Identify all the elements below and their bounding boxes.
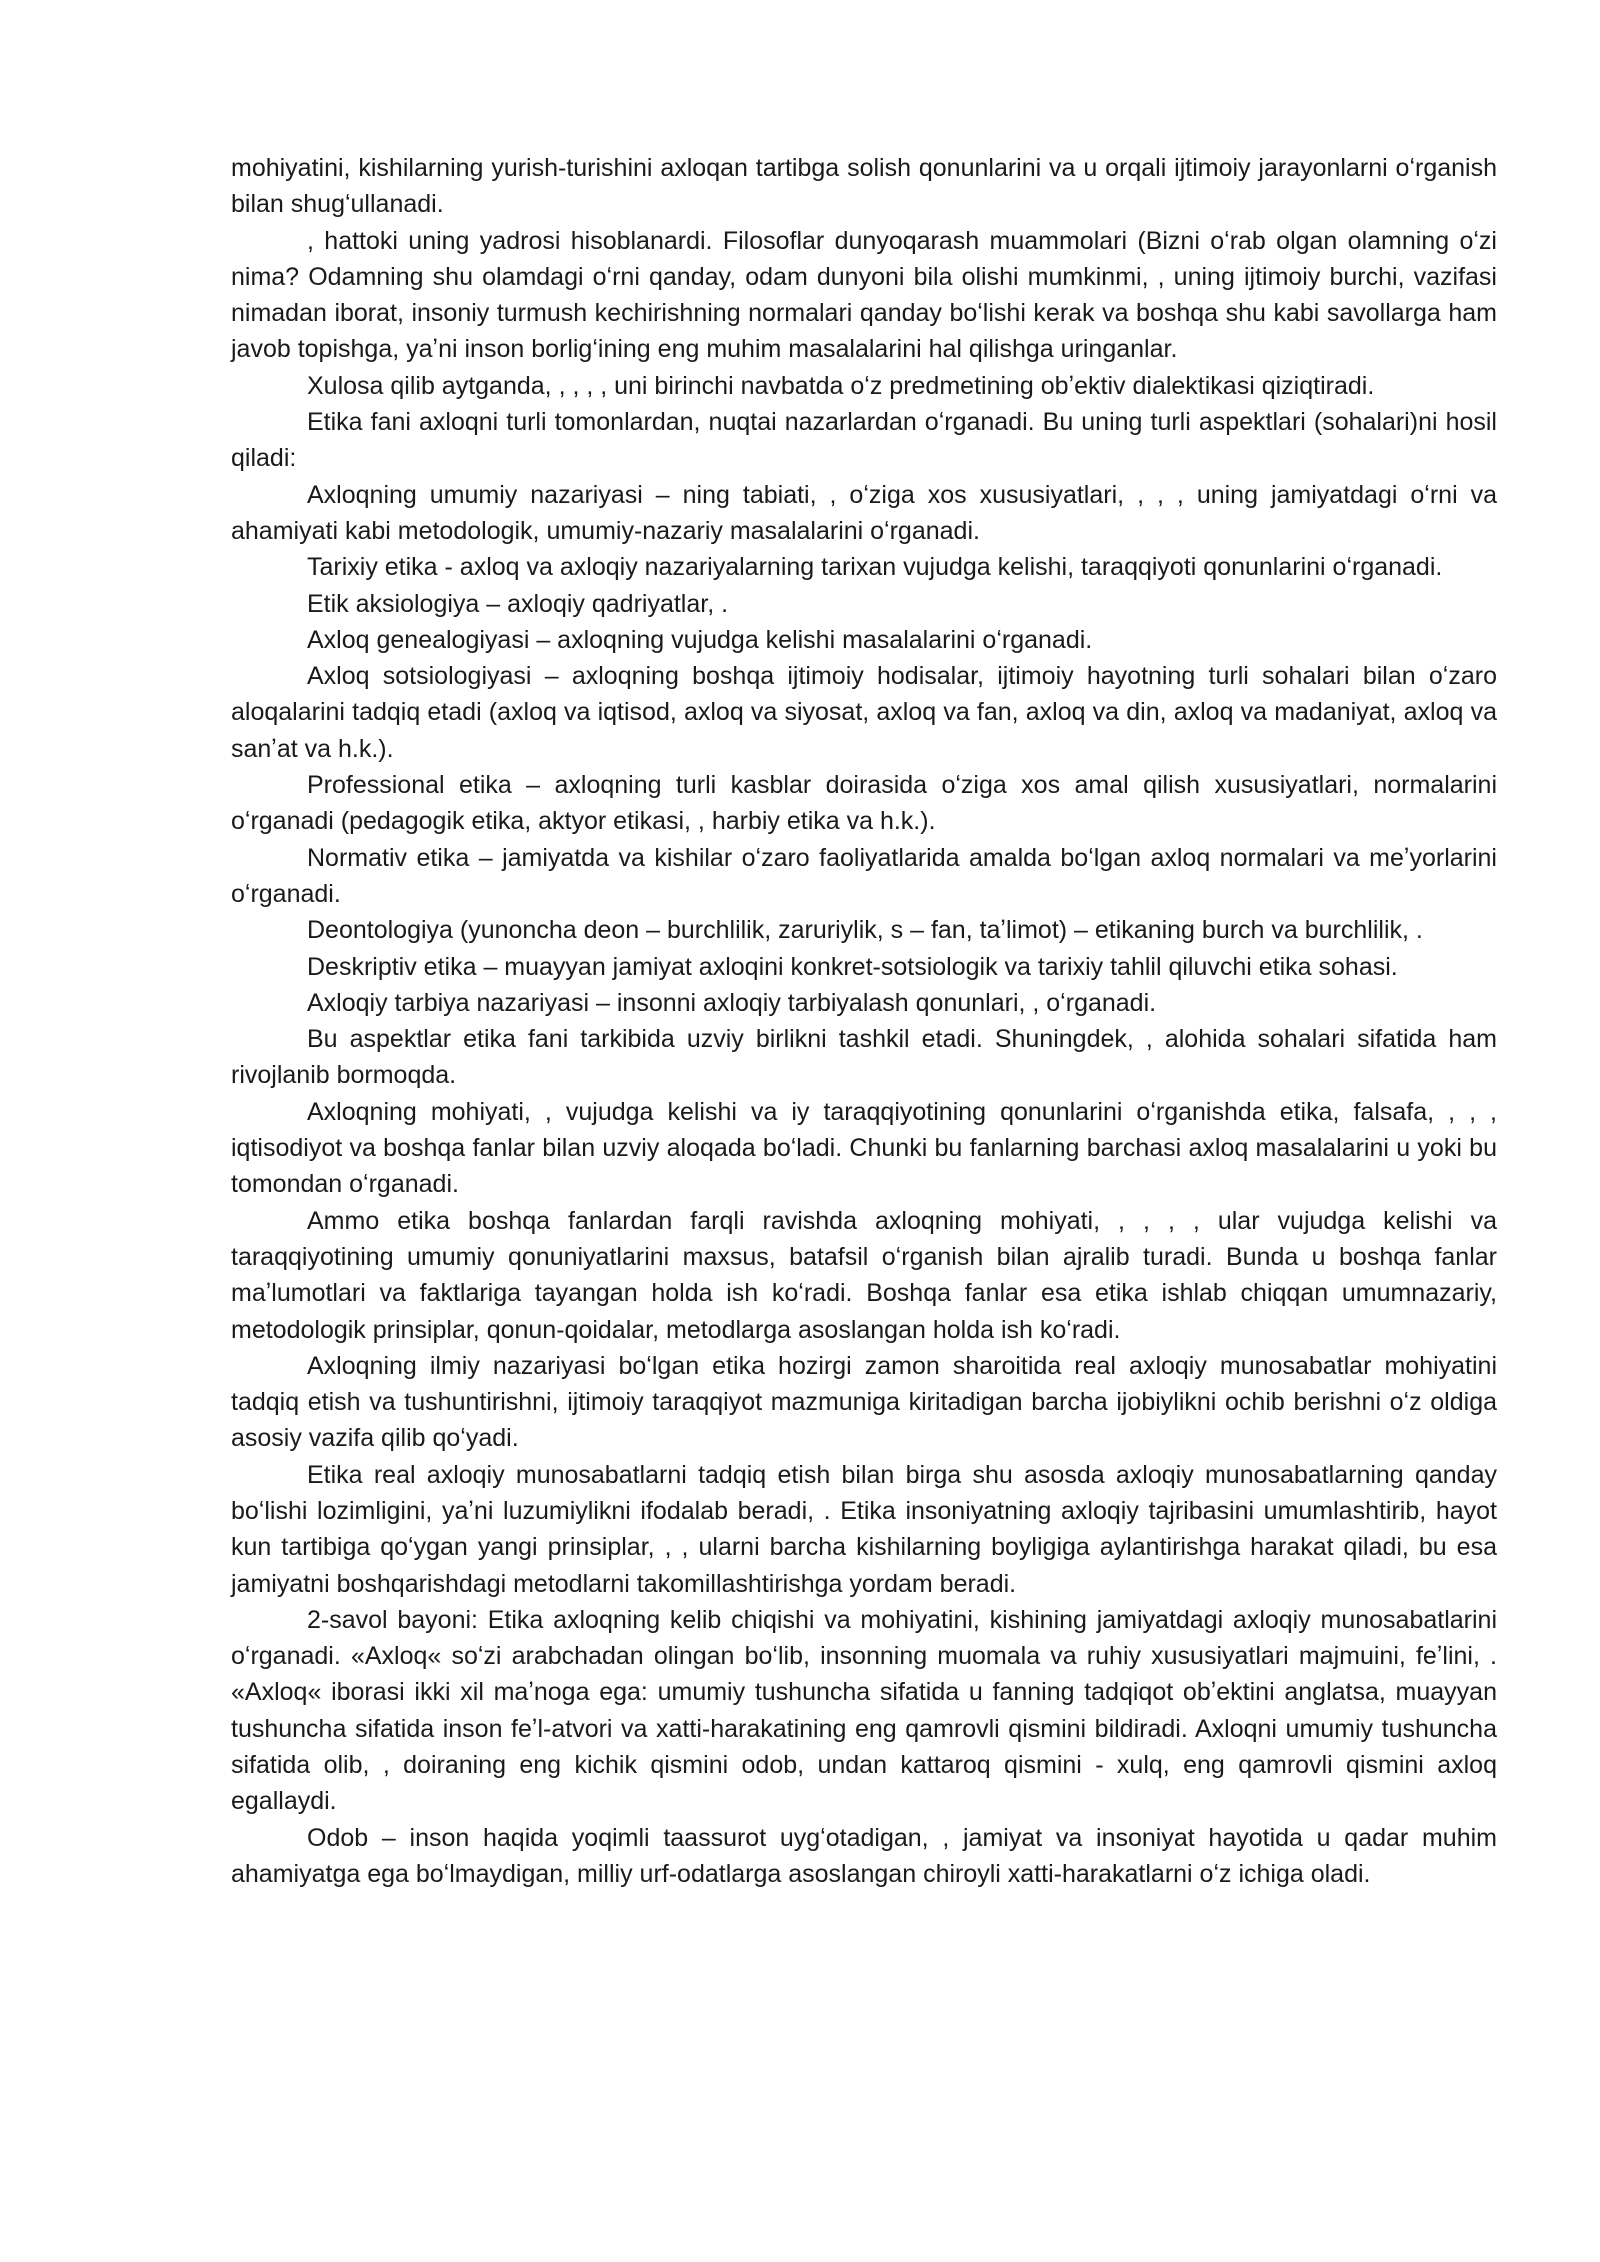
paragraph-odob: Odob – inson haqida yoqimli taassurot uygʻotadigan, , jamiyat va insoniyat hayotida u qadar muhim ahamiyatga ega boʻlmaydigan, milliy urf-odatlarga asoslangan chiroyli xatti-harakatlarni oʻz ichiga oladi. <box>231 1823 1497 1888</box>
paragraph-real-relations: Etika real axloqiy munosabatlarni tadqiq etish bilan birga shu asosda axloqiy munosabatlarning qanday boʻlishi lozimligini, yaʼni luzumiylikni ifodalab beradi, . Etika insoniyatning axloqiy tajribasini umumlashtirib, hayot kun tartibiga qoʻygan yangi prinsiplar, , , ularni barcha kishilarning boyligiga aylantirishga harakat qiladi, bu esa jamiyatni boshqarishdagi metodlarni takomillashtirishga yordam beradi. <box>231 1460 1497 1598</box>
paragraph-normative-ethics: Normativ etika – jamiyatda va kishilar oʻzaro faoliyatlarida amalda boʻlgan axloq normalari va meʼyorlarini oʻrganadi. <box>231 843 1497 908</box>
paragraph-descriptive-ethics: Deskriptiv etika – muayyan jamiyat axloqini konkret-sotsiologik va tarixiy tahlil qiluvchi etika sohasi. <box>307 952 1398 981</box>
paragraph-genealogy: Axloq genealogiyasi – axloqning vujudga kelishi masalalarini oʻrganadi. <box>307 625 1093 654</box>
paragraph-professional-ethics: Professional etika – axloqning turli kasblar doirasida oʻziga xos amal qilish xususiyatlari, normalarini oʻrganadi (pedagogik etika, aktyor etikasi, , harbiy etika va h.k.). <box>231 771 1497 836</box>
paragraph-moral-education: Axloqiy tarbiya nazariyasi – insonni axloqiy tarbiyalash qonunlari, , oʻrganadi. <box>307 988 1157 1017</box>
paragraph-deontology: Deontologiya (yunoncha deon – burchlilik, zaruriylik, s – fan, taʼlimot) – etikaning burch va burchlilik, . <box>307 916 1423 945</box>
paragraph-unity: Bu aspektlar etika fani tarkibida uzviy birlikni tashkil etadi. Shuningdek, , alohida sohalari sifatida ham rivojlanib bormoqda. <box>231 1025 1497 1090</box>
paragraph-continuation: mohiyatini, kishilarning yurish-turishini axloqan tartibga solish qonunlarini va u orqali ijtimoiy jarayonlarni oʻrganish bilan shugʻullanadi. <box>231 154 1497 219</box>
paragraph-historical-ethics: Tarixiy etika - axloq va axloqiy nazariyalarning tarixan vujudga kelishi, taraqqiyoti qonunlarini oʻrganadi. <box>307 553 1443 582</box>
paragraph-related-sciences: Axloqning mohiyati, , vujudga kelishi va iy taraqqiyotining qonunlarini oʻrganishda etika, falsafa, , , , iqtisodiyot va boshqa fanlar bilan uzviy aloqada boʻladi. Chunki bu fanlarning barchasi axloq masalalarini u yoki bu tomondan oʻrganadi. <box>231 1097 1497 1199</box>
paragraph-distinction: Ammo etika boshqa fanlardan farqli ravishda axloqning mohiyati, , , , , ular vujudga kelishi va taraqqiyotining umumiy qonuniyatlarini maxsus, batafsil oʻrganish bilan ajralib turadi. Bunda u boshqa fanlar maʼlumotlari va faktlariga tayangan holda ish koʻradi. Boshqa fanlar esa etika ishlab chiqqan umumnazariy, metodologik prinsiplar, qonun-qoidalar, metodlarga asoslangan holda ish koʻradi. <box>231 1206 1497 1344</box>
paragraph-sociology: Axloq sotsiologiyasi – axloqning boshqa ijtimoiy hodisalar, ijtimoiy hayotning turli sohalari bilan oʻzaro aloqalarini tadqiq etadi (axloq va iqtisod, axloq va siyosat, axloq va fan, axloq va din, axloq va madaniyat, axloq va sanʼat va h.k.). <box>231 662 1497 763</box>
document-page <box>231 150 1497 1892</box>
paragraph-axiology: Etik aksiologiya – axloqiy qadriyatlar, . <box>307 589 729 618</box>
paragraph-philosophy: , hattoki uning yadrosi hisoblanardi. Filosoflar dunyoqarash muammolari (Bizni oʻrab olgan olamning oʻzi nima? Odamning shu olamdagi oʻrni qanday, odam dunyoni bila olishi mumkinmi, , uning ijtimoiy burchi, vazifasi nimadan iborat, insoniy turmush kechirishning normalari qanday boʻlishi kerak va boshqa shu kabi savollarga ham javob topishga, yaʼni inson borligʻining eng muhim masalalarini hal qilishga uringanlar. <box>231 226 1497 364</box>
paragraph-conclusion: Xulosa qilib aytganda, , , , , uni birinchi navbatda oʻz predmetining obʼektiv dialektikasi qiziqtiradi. <box>307 371 1375 400</box>
paragraph-scientific-theory: Axloqning ilmiy nazariyasi boʻlgan etika hozirgi zamon sharoitida real axloqiy munosabatlar mohiyatini tadqiq etish va tushuntirishni, ijtimoiy taraqqiyot mazmuniga kiritadigan barcha ijobiylikni ochib berishni oʻz oldiga asosiy vazifa qilib qoʻyadi. <box>231 1351 1497 1453</box>
paragraph-general-theory: Axloqning umumiy nazariyasi – ning tabiati, , oʻziga xos xususiyatlari, , , , uning jamiyatdagi oʻrni va ahamiyati kabi metodologik, umumiy-nazariy masalalarini oʻrganadi. <box>231 480 1497 545</box>
paragraph-aspects-intro: Etika fani axloqni turli tomonlardan, nuqtai nazarlardan oʻrganadi. Bu uning turli aspektlari (sohalari)ni hosil qiladi: <box>231 408 1497 473</box>
paragraph-question-two: 2-savol bayoni: Etika axloqning kelib chiqishi va mohiyatini, kishining jamiyatdagi axloqiy munosabatlarini oʻrganadi. «Axloq« soʻzi arabchadan olingan boʻlib, insonning muomala va ruhiy xususiyatlari majmuini, feʼlini, . «Axloq« iborasi ikki xil maʼnoga ega: umumiy tushuncha sifatida u fanning tadqiqot obʼektini anglatsa, muayyan tushuncha sifatida inson feʼl-atvori va xatti-harakatining eng qamrovli qismini bildiradi. Axloqni umumiy tushuncha sifatida olib, , doiraning eng kichik qismini odob, undan kattaroq qismini - xulq, eng qamrovli qismini axloq egallaydi. <box>231 1605 1497 1816</box>
